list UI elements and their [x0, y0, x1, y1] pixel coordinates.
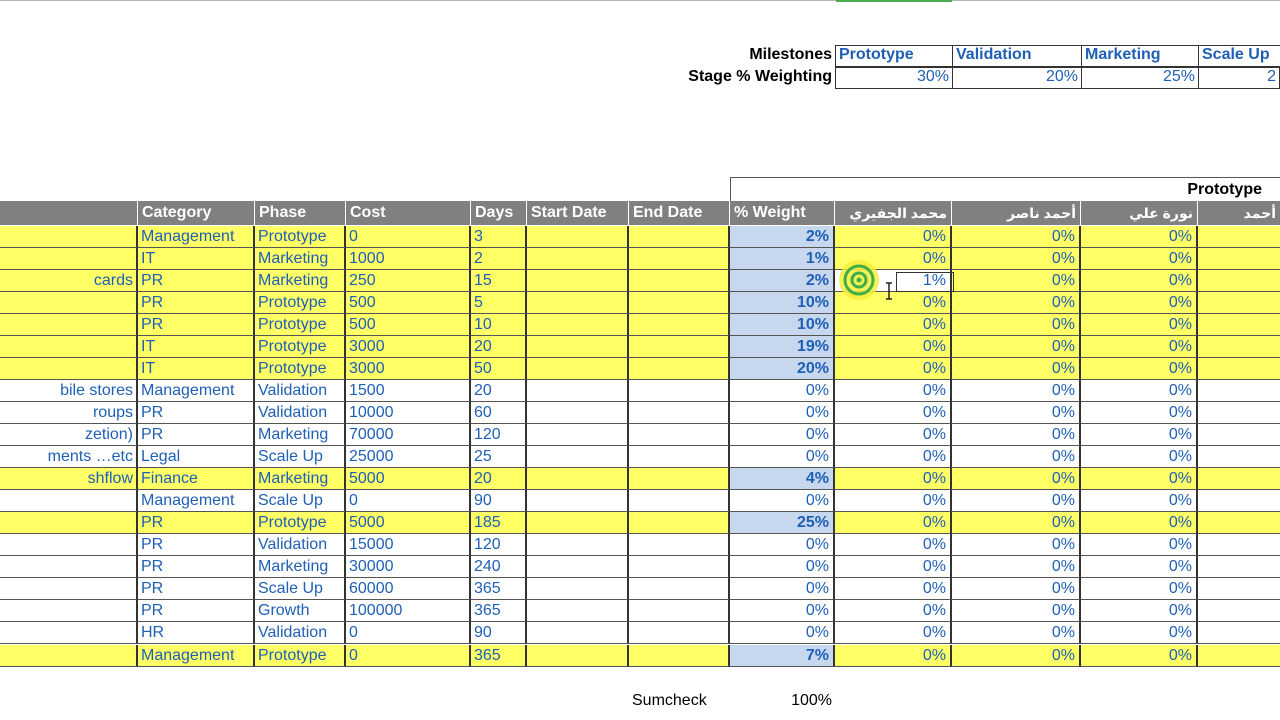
cell-p2[interactable]: 0% — [952, 358, 1081, 380]
cell-end[interactable] — [629, 622, 730, 644]
cell-task[interactable] — [0, 336, 138, 358]
cell-end[interactable] — [629, 512, 730, 534]
cell-p2[interactable]: 0% — [952, 645, 1081, 667]
cell-weight[interactable]: 25% — [730, 512, 835, 534]
cell-p1[interactable]: 1% — [835, 270, 952, 292]
cell-p2[interactable]: 0% — [952, 600, 1081, 622]
cell-task[interactable] — [0, 600, 138, 622]
cell-task[interactable] — [0, 226, 138, 248]
cell-p3[interactable]: 0% — [1081, 314, 1198, 336]
cell-weight[interactable]: 0% — [730, 556, 835, 578]
cell-weight[interactable]: 10% — [730, 292, 835, 314]
cell-end[interactable] — [629, 446, 730, 468]
cell-phase[interactable]: Marketing — [255, 424, 346, 446]
cell-p4[interactable] — [1198, 512, 1280, 534]
cell-phase[interactable]: Validation — [255, 622, 346, 644]
cell-p1[interactable]: 0% — [835, 556, 952, 578]
cell-weight[interactable]: 0% — [730, 446, 835, 468]
cell-cost[interactable]: 15000 — [346, 534, 471, 556]
cell-weight[interactable]: 20% — [730, 358, 835, 380]
cell-category[interactable]: Management — [138, 380, 255, 402]
table-row — [0, 314, 1280, 336]
cell-end[interactable] — [629, 645, 730, 667]
cell-category[interactable]: IT — [138, 248, 255, 270]
cell-p1[interactable]: 0% — [835, 314, 952, 336]
cell-start[interactable] — [527, 512, 629, 534]
cell-cost[interactable]: 0 — [346, 622, 471, 644]
cell-p4[interactable] — [1198, 248, 1280, 270]
cell-p2[interactable]: 0% — [952, 292, 1081, 314]
cell-phase[interactable]: Prototype — [255, 645, 346, 667]
cell-p3[interactable]: 0% — [1081, 248, 1198, 270]
cell-end[interactable] — [629, 226, 730, 248]
cell-phase[interactable]: Marketing — [255, 556, 346, 578]
cell-cost[interactable]: 30000 — [346, 556, 471, 578]
table-row — [0, 622, 1280, 644]
cell-end[interactable] — [629, 402, 730, 424]
table-row — [0, 600, 1280, 622]
cell-phase[interactable]: Scale Up — [255, 490, 346, 512]
cell-days[interactable]: 60 — [471, 402, 527, 424]
cell-p1[interactable]: 0% — [835, 534, 952, 556]
table-row — [0, 336, 1280, 358]
cell-cost[interactable]: 70000 — [346, 424, 471, 446]
cell-start[interactable] — [527, 402, 629, 424]
cell-days[interactable]: 10 — [471, 314, 527, 336]
cell-p3[interactable]: 0% — [1081, 490, 1198, 512]
cell-p1[interactable]: 0% — [835, 226, 952, 248]
cell-p3[interactable]: 0% — [1081, 468, 1198, 490]
cell-days[interactable]: 185 — [471, 512, 527, 534]
cell-phase[interactable]: Validation — [255, 380, 346, 402]
cell-p1[interactable]: 0% — [835, 446, 952, 468]
cell-start[interactable] — [527, 645, 629, 667]
cell-end[interactable] — [629, 578, 730, 600]
table-row — [0, 556, 1280, 578]
header-person-1[interactable]: محمد الجفيري — [835, 201, 952, 225]
cell-cost[interactable]: 5000 — [346, 468, 471, 490]
cell-p1[interactable]: 0% — [835, 600, 952, 622]
table-row — [0, 248, 1280, 270]
sheet-top-border — [0, 0, 1280, 1]
cell-phase[interactable]: Prototype — [255, 336, 346, 358]
cell-p3[interactable]: 0% — [1081, 380, 1198, 402]
cell-p2[interactable]: 0% — [952, 380, 1081, 402]
cell-end[interactable] — [629, 468, 730, 490]
header-weight[interactable]: % Weight — [730, 201, 835, 225]
cell-weight[interactable]: 0% — [730, 534, 835, 556]
cell-p4[interactable] — [1198, 226, 1280, 248]
cell-phase[interactable]: Prototype — [255, 226, 346, 248]
cell-p4[interactable] — [1198, 380, 1280, 402]
cell-task[interactable]: ments …etc — [0, 446, 138, 468]
cell-task[interactable]: roups — [0, 402, 138, 424]
cell-days[interactable]: 20 — [471, 468, 527, 490]
header-category[interactable]: Category — [138, 201, 255, 225]
cell-weight[interactable]: 2% — [730, 226, 835, 248]
cell-p3[interactable]: 0% — [1081, 358, 1198, 380]
cell-end[interactable] — [629, 248, 730, 270]
cell-cost[interactable]: 0 — [346, 645, 471, 667]
table-row — [0, 490, 1280, 512]
cell-p1[interactable]: 0% — [835, 468, 952, 490]
cell-task[interactable]: bile stores — [0, 380, 138, 402]
active-cell-editor[interactable] — [896, 272, 954, 292]
cell-days[interactable]: 20 — [471, 380, 527, 402]
sumcheck-label: Sumcheck — [632, 692, 707, 709]
table-row — [0, 645, 1280, 667]
cell-task[interactable]: cards — [0, 270, 138, 292]
cell-weight[interactable]: 0% — [730, 424, 835, 446]
cell-category[interactable]: PR — [138, 292, 255, 314]
cell-task[interactable] — [0, 314, 138, 336]
cell-p3[interactable]: 0% — [1081, 600, 1198, 622]
milestone-marketing[interactable]: Marketing — [1081, 45, 1199, 67]
table-row — [0, 424, 1280, 446]
cell-days[interactable]: 365 — [471, 645, 527, 667]
cell-days[interactable]: 90 — [471, 490, 527, 512]
cell-end[interactable] — [629, 556, 730, 578]
cell-weight[interactable]: 7% — [730, 645, 835, 667]
cell-start[interactable] — [527, 446, 629, 468]
cell-p1[interactable]: 0% — [835, 402, 952, 424]
cell-category[interactable]: PR — [138, 270, 255, 292]
cell-p4[interactable] — [1198, 534, 1280, 556]
cell-weight[interactable]: 0% — [730, 600, 835, 622]
cell-start[interactable] — [527, 556, 629, 578]
cell-start[interactable] — [527, 358, 629, 380]
cell-phase[interactable]: Scale Up — [255, 446, 346, 468]
cell-p4[interactable] — [1198, 645, 1280, 667]
cell-category[interactable]: IT — [138, 336, 255, 358]
milestone-prototype[interactable]: Prototype — [835, 45, 953, 67]
cell-end[interactable] — [629, 292, 730, 314]
selected-column-indicator — [836, 0, 952, 2]
table-row — [0, 512, 1280, 534]
cell-category[interactable]: PR — [138, 314, 255, 336]
cell-task[interactable] — [0, 248, 138, 270]
cell-phase[interactable]: Scale Up — [255, 578, 346, 600]
cell-p4[interactable] — [1198, 358, 1280, 380]
cell-start[interactable] — [527, 226, 629, 248]
cell-p2[interactable]: 0% — [952, 270, 1081, 292]
cell-days[interactable]: 3 — [471, 226, 527, 248]
cell-p4[interactable] — [1198, 622, 1280, 644]
cell-p3[interactable]: 0% — [1081, 336, 1198, 358]
cell-days[interactable]: 120 — [471, 424, 527, 446]
cell-category[interactable]: Legal — [138, 446, 255, 468]
cell-phase[interactable]: Marketing — [255, 248, 346, 270]
cell-weight[interactable]: 0% — [730, 578, 835, 600]
cell-phase[interactable]: Prototype — [255, 512, 346, 534]
table-row — [0, 358, 1280, 380]
cell-p3[interactable]: 0% — [1081, 226, 1198, 248]
cell-category[interactable]: PR — [138, 534, 255, 556]
cell-weight[interactable]: 1% — [730, 248, 835, 270]
cell-task[interactable] — [0, 578, 138, 600]
header-person-3[interactable]: نورة علي — [1081, 201, 1198, 225]
cell-days[interactable]: 90 — [471, 622, 527, 644]
cell-p1[interactable]: 0% — [835, 578, 952, 600]
cell-task[interactable] — [0, 556, 138, 578]
cell-p3[interactable]: 0% — [1081, 534, 1198, 556]
cell-task[interactable] — [0, 534, 138, 556]
cell-p4[interactable] — [1198, 402, 1280, 424]
cell-weight[interactable]: 10% — [730, 314, 835, 336]
cell-cost[interactable]: 60000 — [346, 578, 471, 600]
cell-cost[interactable]: 3000 — [346, 358, 471, 380]
cell-category[interactable]: Management — [138, 645, 255, 667]
cell-cost[interactable]: 500 — [346, 292, 471, 314]
cell-phase[interactable]: Marketing — [255, 270, 346, 292]
cell-start[interactable] — [527, 468, 629, 490]
cell-p3[interactable]: 0% — [1081, 578, 1198, 600]
cell-task[interactable] — [0, 358, 138, 380]
header-end-date[interactable]: End Date — [629, 201, 730, 225]
weight-scale-up[interactable]: 2 — [1198, 67, 1280, 89]
cell-weight[interactable]: 19% — [730, 336, 835, 358]
weight-prototype[interactable]: 30% — [835, 67, 953, 89]
cell-days[interactable]: 50 — [471, 358, 527, 380]
cell-category[interactable]: PR — [138, 556, 255, 578]
cell-category[interactable]: PR — [138, 512, 255, 534]
cell-end[interactable] — [629, 270, 730, 292]
cell-p1[interactable]: 0% — [835, 645, 952, 667]
cell-p3[interactable]: 0% — [1081, 270, 1198, 292]
cell-task[interactable]: shflow — [0, 468, 138, 490]
cell-phase[interactable]: Validation — [255, 402, 346, 424]
cell-start[interactable] — [527, 424, 629, 446]
cell-end[interactable] — [629, 380, 730, 402]
weight-validation[interactable]: 20% — [952, 67, 1082, 89]
cell-task[interactable]: zetion) — [0, 424, 138, 446]
cell-days[interactable]: 365 — [471, 600, 527, 622]
stage-weighting-label: Stage % Weighting — [688, 68, 832, 85]
weight-marketing[interactable]: 25% — [1081, 67, 1199, 89]
table-row — [0, 578, 1280, 600]
cell-p4[interactable] — [1198, 468, 1280, 490]
table-row — [0, 270, 1280, 292]
cell-start[interactable] — [527, 292, 629, 314]
cell-task[interactable] — [0, 622, 138, 644]
cell-p4[interactable] — [1198, 600, 1280, 622]
cell-category[interactable]: PR — [138, 600, 255, 622]
cell-p2[interactable]: 0% — [952, 336, 1081, 358]
cell-p1[interactable]: 0% — [835, 380, 952, 402]
cell-start[interactable] — [527, 600, 629, 622]
cell-weight[interactable]: 0% — [730, 402, 835, 424]
cell-p1[interactable]: 0% — [835, 490, 952, 512]
cell-p4[interactable] — [1198, 446, 1280, 468]
cell-p2[interactable]: 0% — [952, 468, 1081, 490]
cell-cost[interactable]: 250 — [346, 270, 471, 292]
cell-category[interactable]: PR — [138, 578, 255, 600]
cell-p4[interactable] — [1198, 556, 1280, 578]
cell-category[interactable]: Management — [138, 226, 255, 248]
cell-days[interactable]: 120 — [471, 534, 527, 556]
cell-p1[interactable]: 0% — [835, 248, 952, 270]
cell-p2[interactable]: 0% — [952, 556, 1081, 578]
cell-p4[interactable] — [1198, 292, 1280, 314]
cell-end[interactable] — [629, 534, 730, 556]
cell-p3[interactable]: 0% — [1081, 402, 1198, 424]
header-start-date[interactable]: Start Date — [527, 201, 629, 225]
cell-category[interactable]: PR — [138, 402, 255, 424]
prototype-group-header: Prototype — [730, 177, 1280, 201]
cell-p4[interactable] — [1198, 424, 1280, 446]
cell-days[interactable]: 20 — [471, 336, 527, 358]
cell-p4[interactable] — [1198, 314, 1280, 336]
cell-cost[interactable]: 100000 — [346, 600, 471, 622]
cell-category[interactable]: IT — [138, 358, 255, 380]
header-task[interactable] — [0, 201, 138, 225]
cell-p4[interactable] — [1198, 490, 1280, 512]
cell-p1[interactable]: 0% — [835, 336, 952, 358]
cell-p2[interactable]: 0% — [952, 578, 1081, 600]
cell-p3[interactable]: 0% — [1081, 645, 1198, 667]
cell-p2[interactable]: 0% — [952, 512, 1081, 534]
cell-p2[interactable]: 0% — [952, 622, 1081, 644]
cell-category[interactable]: Finance — [138, 468, 255, 490]
cell-weight[interactable]: 0% — [730, 380, 835, 402]
milestone-scale-up[interactable]: Scale Up — [1198, 45, 1280, 67]
cell-end[interactable] — [629, 600, 730, 622]
cell-start[interactable] — [527, 314, 629, 336]
cell-p3[interactable]: 0% — [1081, 446, 1198, 468]
cell-p2[interactable]: 0% — [952, 534, 1081, 556]
cell-p1[interactable]: 0% — [835, 424, 952, 446]
cell-phase[interactable]: Marketing — [255, 468, 346, 490]
cell-cost[interactable]: 500 — [346, 314, 471, 336]
table-row — [0, 468, 1280, 490]
cell-task[interactable] — [0, 645, 138, 667]
cell-days[interactable]: 5 — [471, 292, 527, 314]
table-row — [0, 380, 1280, 402]
cell-cost[interactable]: 3000 — [346, 336, 471, 358]
header-cost[interactable]: Cost — [346, 201, 471, 225]
milestone-validation[interactable]: Validation — [952, 45, 1082, 67]
cell-phase[interactable]: Prototype — [255, 314, 346, 336]
cell-start[interactable] — [527, 248, 629, 270]
cell-p2[interactable]: 0% — [952, 424, 1081, 446]
cell-start[interactable] — [527, 490, 629, 512]
cell-start[interactable] — [527, 534, 629, 556]
cell-end[interactable] — [629, 490, 730, 512]
milestones-label: Milestones — [749, 46, 832, 63]
cell-cost[interactable]: 5000 — [346, 512, 471, 534]
table-row — [0, 226, 1280, 248]
cell-cost[interactable]: 25000 — [346, 446, 471, 468]
table-row — [0, 446, 1280, 468]
cell-p2[interactable]: 0% — [952, 402, 1081, 424]
cell-p2[interactable]: 0% — [952, 248, 1081, 270]
cell-p3[interactable]: 0% — [1081, 424, 1198, 446]
cell-p2[interactable]: 0% — [952, 490, 1081, 512]
cell-p4[interactable] — [1198, 336, 1280, 358]
header-phase[interactable]: Phase — [255, 201, 346, 225]
cell-p2[interactable]: 0% — [952, 446, 1081, 468]
cell-start[interactable] — [527, 622, 629, 644]
cell-end[interactable] — [629, 424, 730, 446]
cell-p2[interactable]: 0% — [952, 314, 1081, 336]
cell-cost[interactable]: 1000 — [346, 248, 471, 270]
cell-phase[interactable]: Validation — [255, 534, 346, 556]
cell-task[interactable] — [0, 490, 138, 512]
cell-p4[interactable] — [1198, 578, 1280, 600]
cell-cost[interactable]: 10000 — [346, 402, 471, 424]
cell-start[interactable] — [527, 336, 629, 358]
cell-p1[interactable]: 0% — [835, 292, 952, 314]
cell-p1[interactable]: 0% — [835, 622, 952, 644]
cell-days[interactable]: 365 — [471, 578, 527, 600]
cell-p2[interactable]: 0% — [952, 226, 1081, 248]
cell-task[interactable] — [0, 292, 138, 314]
table-row — [0, 534, 1280, 556]
table-row — [0, 292, 1280, 314]
cell-p3[interactable]: 0% — [1081, 622, 1198, 644]
cell-weight[interactable]: 0% — [730, 490, 835, 512]
cell-category[interactable]: HR — [138, 622, 255, 644]
cell-p3[interactable]: 0% — [1081, 292, 1198, 314]
cell-weight[interactable]: 4% — [730, 468, 835, 490]
cell-category[interactable]: PR — [138, 424, 255, 446]
cell-cost[interactable]: 0 — [346, 490, 471, 512]
cell-cost[interactable]: 0 — [346, 226, 471, 248]
cell-p3[interactable]: 0% — [1081, 512, 1198, 534]
header-days[interactable]: Days — [471, 201, 527, 225]
cell-task[interactable] — [0, 512, 138, 534]
cell-days[interactable]: 240 — [471, 556, 527, 578]
cell-weight[interactable]: 0% — [730, 622, 835, 644]
cell-start[interactable] — [527, 578, 629, 600]
cell-cost[interactable]: 1500 — [346, 380, 471, 402]
cell-days[interactable]: 15 — [471, 270, 527, 292]
cell-p1[interactable]: 0% — [835, 512, 952, 534]
table-row — [0, 402, 1280, 424]
sumcheck-value: 100% — [791, 692, 832, 709]
cell-phase[interactable]: Prototype — [255, 292, 346, 314]
cell-start[interactable] — [527, 270, 629, 292]
cell-p1[interactable]: 0% — [835, 358, 952, 380]
cell-days[interactable]: 2 — [471, 248, 527, 270]
cell-end[interactable] — [629, 358, 730, 380]
cell-end[interactable] — [629, 336, 730, 358]
cell-p4[interactable] — [1198, 270, 1280, 292]
cell-phase[interactable]: Prototype — [255, 358, 346, 380]
cell-start[interactable] — [527, 380, 629, 402]
header-person-2[interactable]: أحمد ناصر — [952, 201, 1081, 225]
header-person-4[interactable]: أحمد — [1198, 201, 1280, 225]
cell-p3[interactable]: 0% — [1081, 556, 1198, 578]
cell-phase[interactable]: Growth — [255, 600, 346, 622]
cell-days[interactable]: 25 — [471, 446, 527, 468]
cell-category[interactable]: Management — [138, 490, 255, 512]
cell-end[interactable] — [629, 314, 730, 336]
cell-weight[interactable]: 2% — [730, 270, 835, 292]
